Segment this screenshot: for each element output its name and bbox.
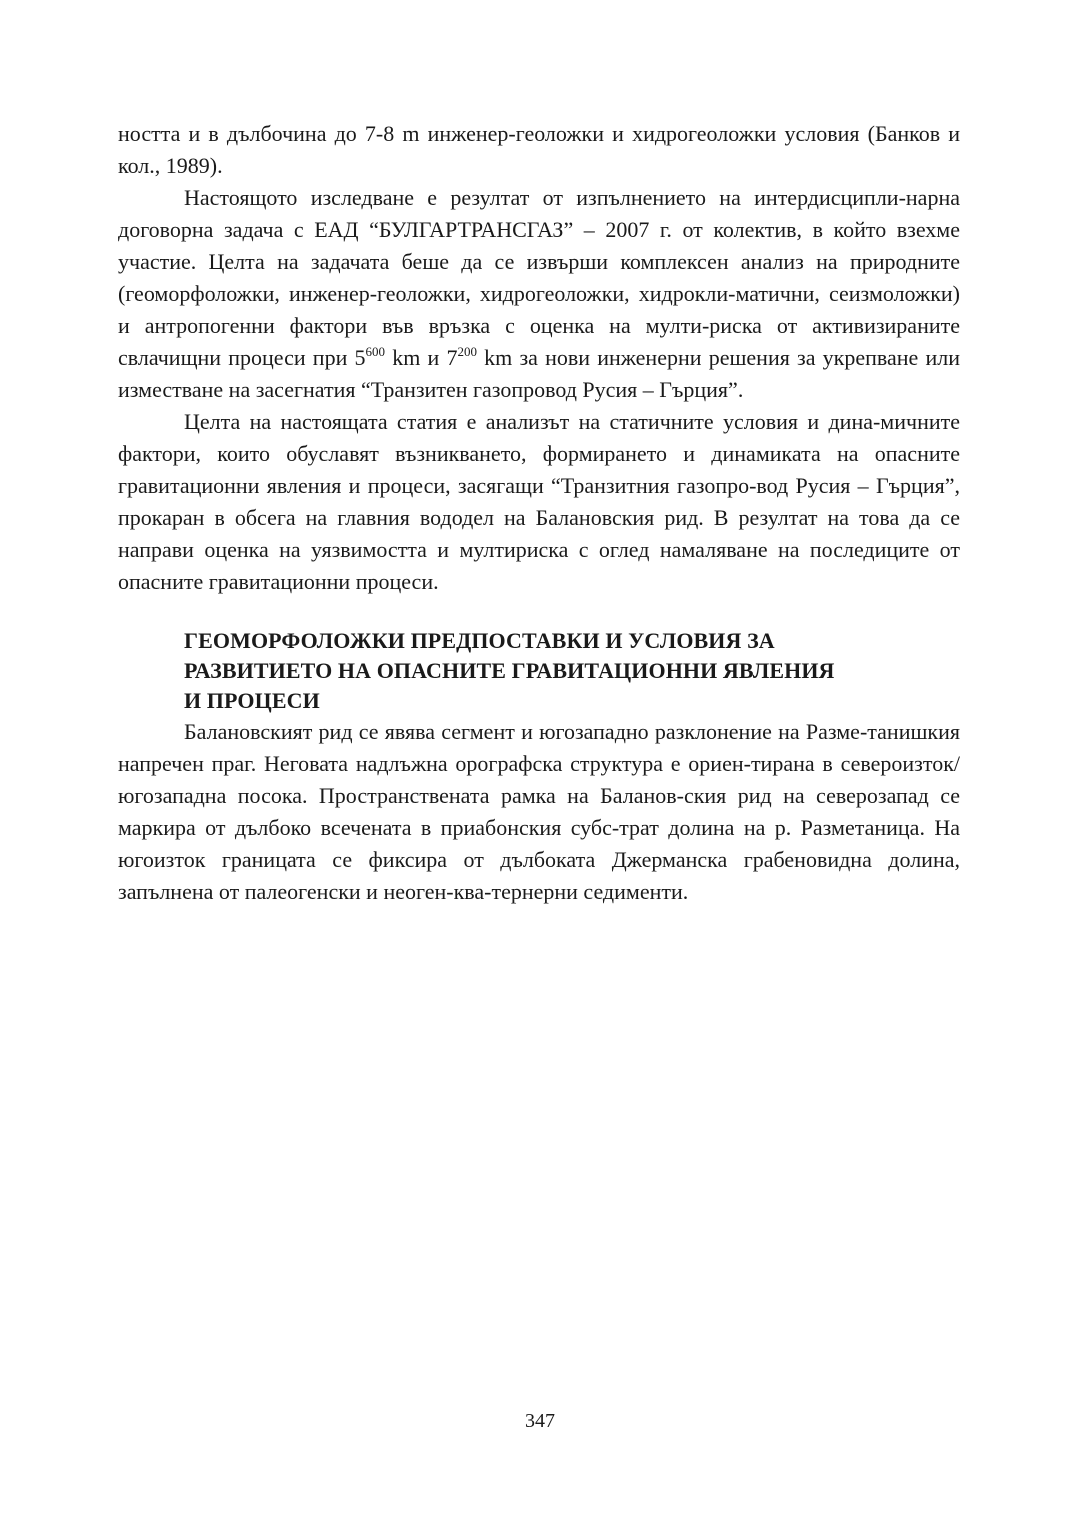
section-heading-line: И ПРОЦЕСИ <box>184 688 320 713</box>
page-number: 347 <box>525 1410 555 1432</box>
superscript-600: 600 <box>365 344 386 359</box>
section-heading <box>184 626 960 716</box>
paragraph-continuation: ността и в дълбочина до 7-8 m инженер-геоложки и хидрогеоложки условия (Банков и кол., 1989). <box>118 121 960 178</box>
paragraph-article-goal: Целта на настоящата статия е анализът на статичните условия и дина-мичните фактори, които обуславят възникването, формирането и динамиката на опасните гравитационни явления и процеси, засягащи “Транзитния газопро-вод Русия – Гърция”, прокаран в обсега на главния вододел на Балановския рид. В резултат на това да се направи оценка на уязвимостта и мултириска с оглед намаляване на последиците от опасните гравитационни процеси. <box>118 409 960 594</box>
paragraph-text-part: km за нови инженерни решения за укрепване или изместване на засегнатия “Транзитен газопровод Русия – Гърция”. <box>118 345 960 402</box>
section-heading-line: РАЗВИТИЕТО НА ОПАСНИТЕ ГРАВИТАЦИОННИ ЯВЛЕНИЯ <box>184 658 835 683</box>
paragraph-balanovski-ridge: Балановският рид се явява сегмент и югозападно разклонение на Разме-танишкия напречен праг. Неговата надлъжна орографска структура е ориен-тирана в североизток/югозападна посока. Пространствената рамка на Баланов-ския рид на северозапад се маркира от дълбоко всечената в приабонския субс-трат долина на р. Разметаница. На югоизток границата се фиксира от дълбоката Джерманска грабеновидна долина, запълнена от палеогенски и неоген-ква-тернерни седименти. <box>118 719 960 904</box>
superscript-200: 200 <box>457 344 477 359</box>
paragraph-text-part: Настоящото изследване е резултат от изпълнението на интердисципли-нарна договорна задача с ЕАД “БУЛГАРТРАНСГАЗ” – 2007 г. от колектив, в който взехме участие. Целта на задачата беше да се извърши комплексен анализ на природните (геоморфоложки, инженер-геоложки, хидрогеоложки, хидрокли-матични, сеизмоложки) и антропогенни фактори във връзка с оценка на мулти-риска от активизираните свлачищни процеси при 5 <box>118 185 960 370</box>
paragraph-research-task <box>118 182 960 406</box>
section-heading-line: ГЕОМОРФОЛОЖКИ ПРЕДПОСТАВКИ И УСЛОВИЯ ЗА <box>184 628 775 653</box>
page-body <box>118 118 960 908</box>
paragraph-text-part: km и 7 <box>385 345 458 370</box>
